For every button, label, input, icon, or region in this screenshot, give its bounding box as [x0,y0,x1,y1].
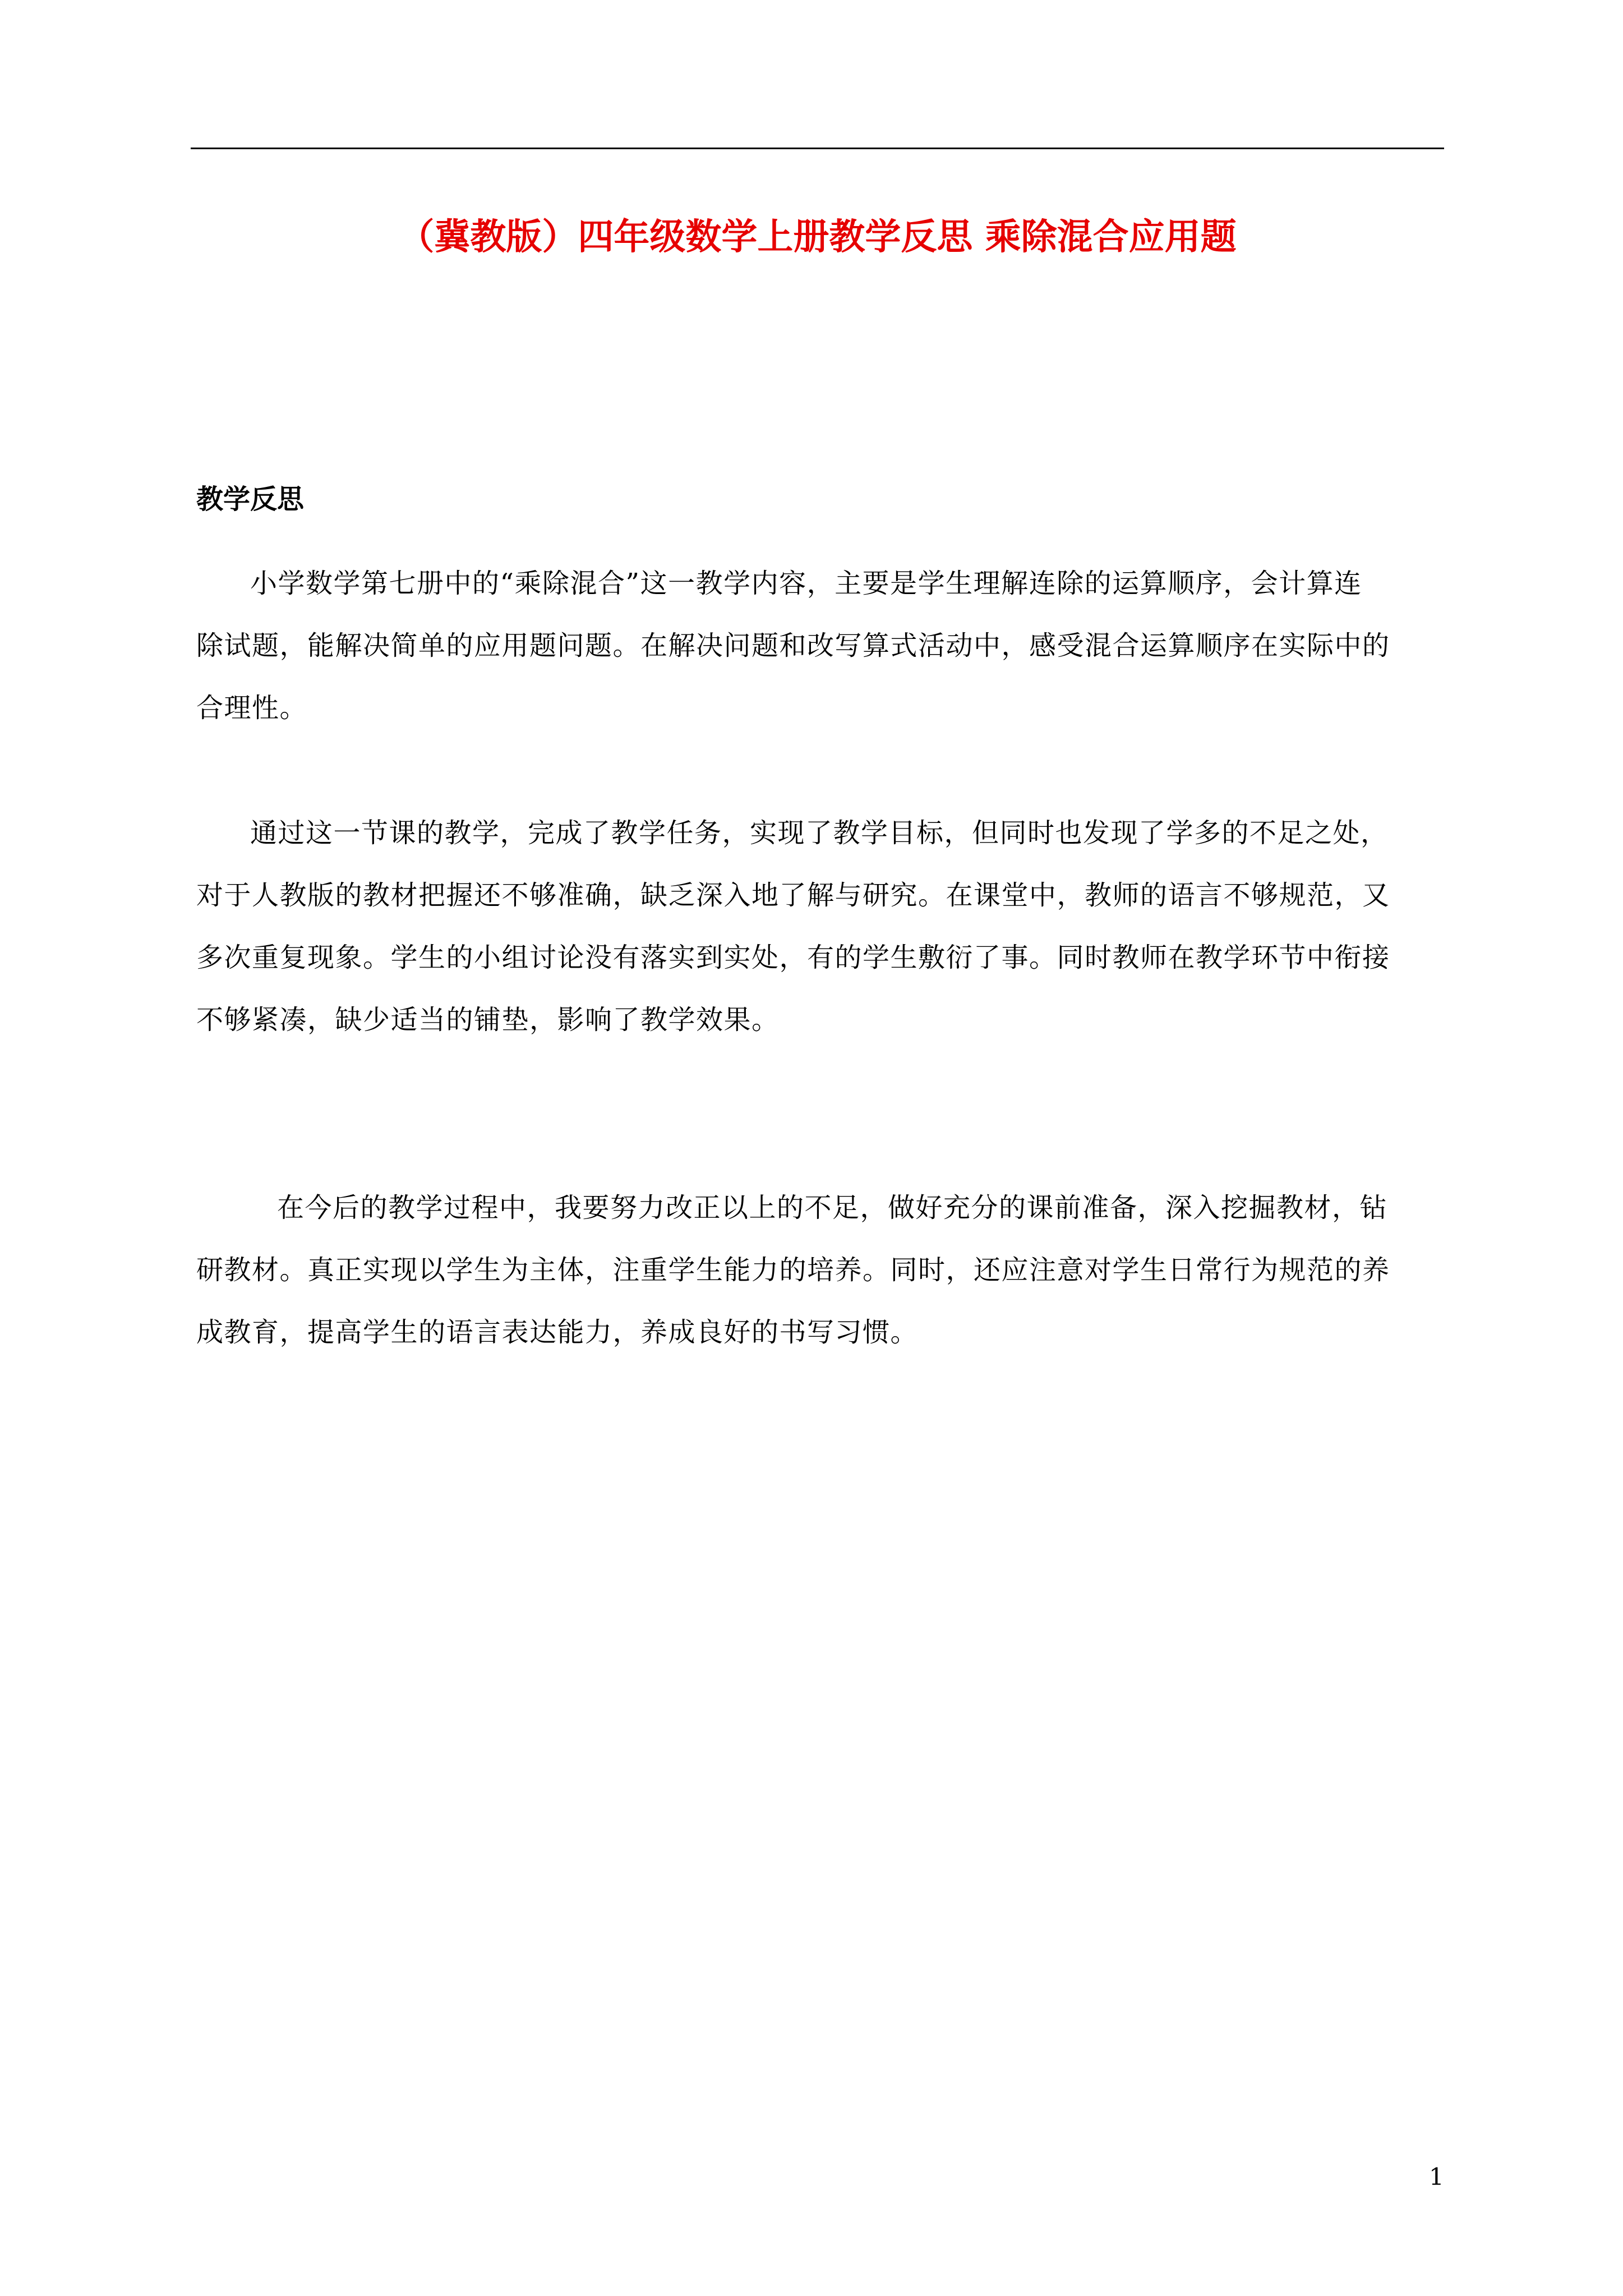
paragraph-3 [196,1177,1438,1364]
paragraph-line: 小学数学第七册中的“乘除混合”这一教学内容，主要是学生理解连除的运算顺序，会计算连 [250,568,1362,599]
paragraph-line: 不够紧凑，缺少适当的铺垫，影响了教学效果。 [196,1004,780,1036]
paragraph-line: 通过这一节课的教学，完成了教学任务，实现了教学目标，但同时也发现了学多的不足之处， [250,817,1389,849]
paragraph-line: 合理性。 [196,692,308,724]
page-number: 1 [1429,2163,1444,2191]
document-title: （冀教版）四年级数学上册教学反思 乘除混合应用题 [398,216,1237,258]
paragraph-line: 对于人教版的教材把握还不够准确，缺乏深入地了解与研究。在课堂中，教师的语言不够规范，又 [196,880,1390,911]
paragraph-line: 成教育，提高学生的语言表达能力，养成良好的书写习惯。 [196,1317,919,1348]
paragraph-1 [196,553,1438,739]
paragraph-line: 研教材。真正实现以学生为主体，注重学生能力的培养。同时，还应注意对学生日常行为规范的养 [196,1254,1390,1286]
paragraph-line: 除试题，能解决简单的应用题问题。在解决问题和改写算式活动中，感受混合运算顺序在实际中的 [196,630,1390,661]
section-heading: 教学反思 [196,484,305,515]
paragraph-2 [196,802,1438,1051]
paragraph-line: 多次重复现象。学生的小组讨论没有落实到实处，有的学生敷衍了事。同时教师在教学环节中衔接 [196,942,1390,973]
paragraph-line: 在今后的教学过程中，我要努力改正以上的不足，做好充分的课前准备，深入挖掘教材，钻 [277,1192,1388,1223]
header-rule [191,148,1444,149]
